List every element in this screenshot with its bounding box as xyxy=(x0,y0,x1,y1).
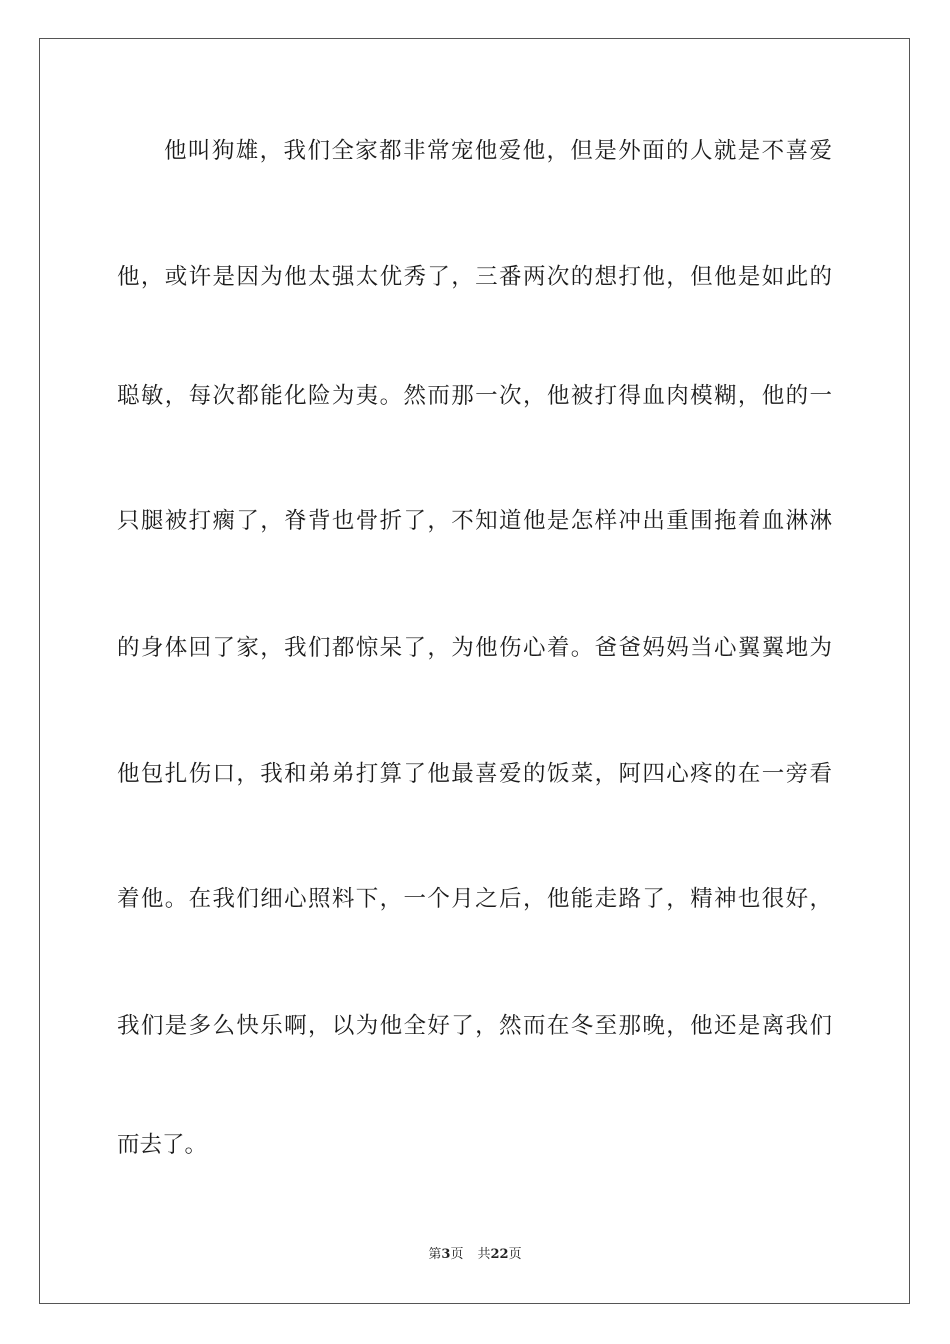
paragraph-line-7: 着他。在我们细心照料下，一个月之后，他能走路了，精神也很好， xyxy=(117,886,832,912)
paragraph-line-1: 他叫狗雄，我们全家都非常宠他爱他，但是外面的人就是不喜爱 xyxy=(164,138,832,164)
total-pages-number: 22 xyxy=(490,1247,509,1262)
current-page-number: 3 xyxy=(441,1247,451,1262)
page-border xyxy=(39,38,910,1304)
paragraph-line-9: 而去了。 xyxy=(117,1132,208,1158)
page-prefix: 第 xyxy=(428,1247,442,1262)
paragraph-line-6: 他包扎伤口，我和弟弟打算了他最喜爱的饭菜，阿四心疼的在一旁看 xyxy=(117,761,832,787)
total-suffix: 页 xyxy=(508,1247,522,1262)
paragraph-line-8: 我们是多么快乐啊，以为他全好了，然而在冬至那晚，他还是离我们 xyxy=(117,1013,832,1039)
total-prefix: 共 xyxy=(477,1247,491,1262)
page-suffix: 页 xyxy=(450,1247,464,1262)
paragraph-line-4: 只腿被打瘸了，脊背也骨折了，不知道他是怎样冲出重围拖着血淋淋 xyxy=(117,508,832,534)
paragraph-line-2: 他，或许是因为他太强太优秀了，三番两次的想打他，但他是如此的 xyxy=(117,264,832,290)
paragraph-line-3: 聪敏，每次都能化险为夷。然而那一次，他被打得血肉模糊，他的一 xyxy=(117,383,832,409)
page-footer xyxy=(0,1246,950,1264)
paragraph-line-5: 的身体回了家，我们都惊呆了，为他伤心着。爸爸妈妈当心翼翼地为 xyxy=(117,635,832,661)
